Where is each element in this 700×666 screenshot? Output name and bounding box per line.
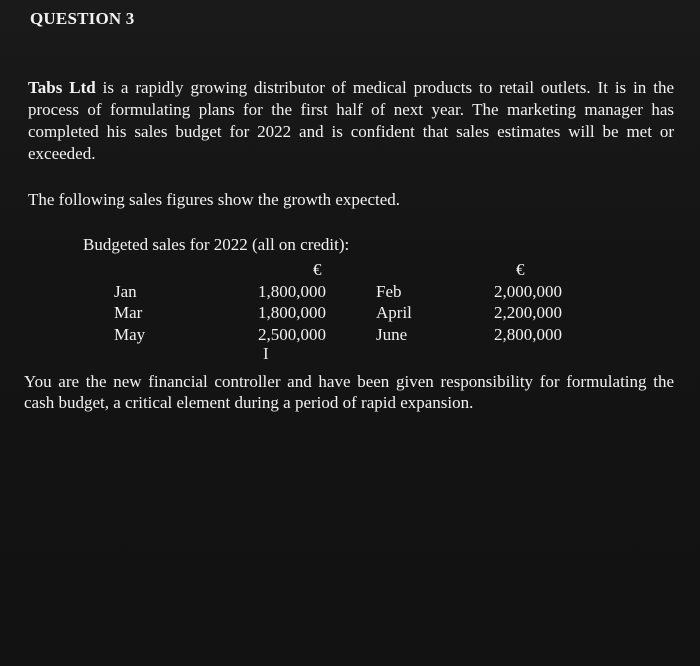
growth-sentence: The following sales figures show the growth expected. <box>28 190 401 209</box>
table-row-3-month2: June <box>376 325 408 344</box>
table-row-3-value2: 2,800,000 <box>494 325 562 344</box>
table-row-1-month1: Jan <box>114 282 137 301</box>
question-title: QUESTION 3 <box>30 9 135 28</box>
table-row-1-value1: 1,800,000 <box>258 282 326 301</box>
company-name: Tabs Ltd <box>28 78 96 97</box>
table-row-2-value2: 2,200,000 <box>494 303 562 322</box>
intro-text: is a rapidly growing distributor of medical products to retail outlets. It is in the process of formulating plans for the first half of next year. The marketing manager has completed his sales budget for 2022 and is confident that sales estimates will be met or exceeded. <box>28 78 674 163</box>
text-cursor-icon: I <box>263 344 269 363</box>
closing-paragraph: You are the new financial controller and have been given responsibility for formulating the cash budget, a critical element during a period of rapid expansion. <box>24 372 674 412</box>
currency-symbol-col2: € <box>516 260 525 279</box>
table-row-2-month2: April <box>376 303 412 322</box>
currency-symbol-col1: € <box>313 260 322 279</box>
table-row-2-value1: 1,800,000 <box>258 303 326 322</box>
table-row-3-month1: May <box>114 325 146 344</box>
table-row-1-value2: 2,000,000 <box>494 282 562 301</box>
sales-heading: Budgeted sales for 2022 (all on credit): <box>83 235 350 254</box>
table-row-3-value1: 2,500,000 <box>258 325 326 344</box>
table-row-1-month2: Feb <box>376 282 402 301</box>
table-row-2-month1: Mar <box>114 303 143 322</box>
